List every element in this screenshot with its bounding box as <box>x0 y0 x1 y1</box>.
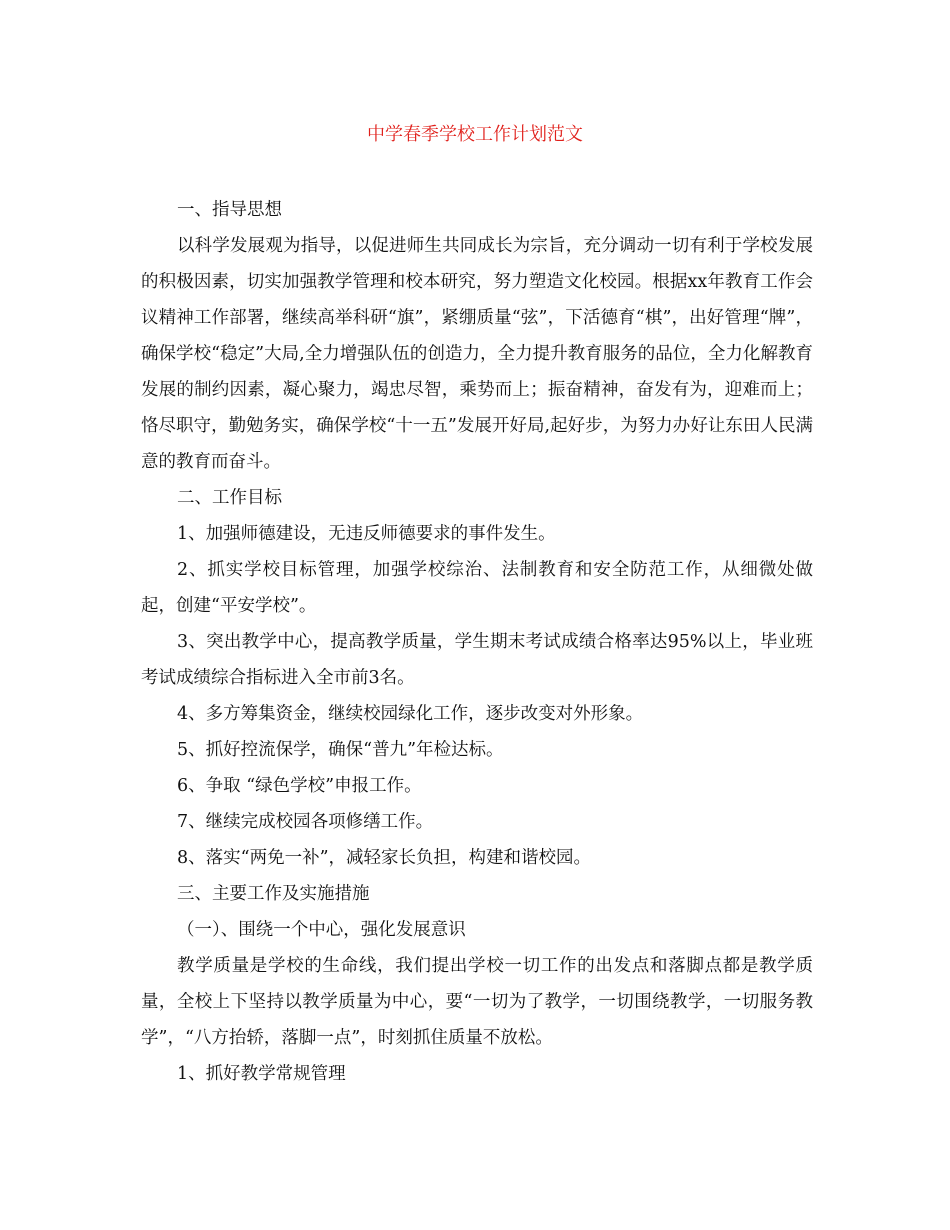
heading-work-goals: 二、工作目标 <box>177 488 282 508</box>
paragraph-teaching-quality: 教学质量是学校的生命线，我们提出学校一切工作的出发点和落脚点都是教学质量，全校上下坚持以教学质量为中心，要“一切为了教学，一切围绕教学，一切服务教学”，“八方抬轿，落脚一点”，时刻抓住质量不放松。 <box>141 956 813 1048</box>
subheading-one-center: （一）、围绕一个中心，强化发展意识 <box>177 920 466 940</box>
goal-item-3: 3、突出教学中心，提高教学质量，学生期末考试成绩合格率达95%以上，毕业班考试成绩综合指标进入全市前3名。 <box>141 632 813 688</box>
document-body <box>141 192 813 1092</box>
goal-item-1: 1、加强师德建设，无违反师德要求的事件发生。 <box>177 524 556 544</box>
goal-item-4: 4、多方筹集资金，继续校园绿化工作，逐步改变对外形象。 <box>177 704 644 724</box>
goal-item-5: 5、抓好控流保学，确保“普九”年检达标。 <box>177 740 504 760</box>
document-title: 中学春季学校工作计划范文 <box>367 124 583 145</box>
goal-item-6: 6、争取 “绿色学校”申报工作。 <box>177 776 422 796</box>
goal-item-2: 2、抓实学校目标管理，加强学校综治、法制教育和安全防范工作，从细微处做起，创建“平安学校”。 <box>141 560 813 616</box>
subheading-teaching-routine: 1、抓好教学常规管理 <box>177 1064 346 1084</box>
paragraph-guiding-ideology: 以科学发展观为指导，以促进师生共同成长为宗旨，充分调动一切有利于学校发展的积极因素，切实加强教学管理和校本研究，努力塑造文化校园。根据xx年教育工作会议精神工作部署，继续高举科研“旗”，紧绷质量“弦”，下活德育“棋”，出好管理“牌”，确保学校“稳定”大局,全力增强队伍的创造力，全力提升教育服务的品位，全力化解教育发展的制约因素，凝心聚力，竭忠尽智，乘势而上；振奋精神，奋发有为，迎难而上；恪尽职守，勤勉务实，确保学校“十一五”发展开好局,起好步，为努力办好让东田人民满意的教育而奋斗。 <box>141 236 813 472</box>
goal-item-7: 7、继续完成校园各项修缮工作。 <box>177 812 434 832</box>
heading-main-work: 三、主要工作及实施措施 <box>177 884 370 904</box>
goal-item-8: 8、落实“两免一补”，减轻家长负担，构建和谐校园。 <box>177 848 592 868</box>
heading-guiding-ideology: 一、指导思想 <box>177 200 282 220</box>
